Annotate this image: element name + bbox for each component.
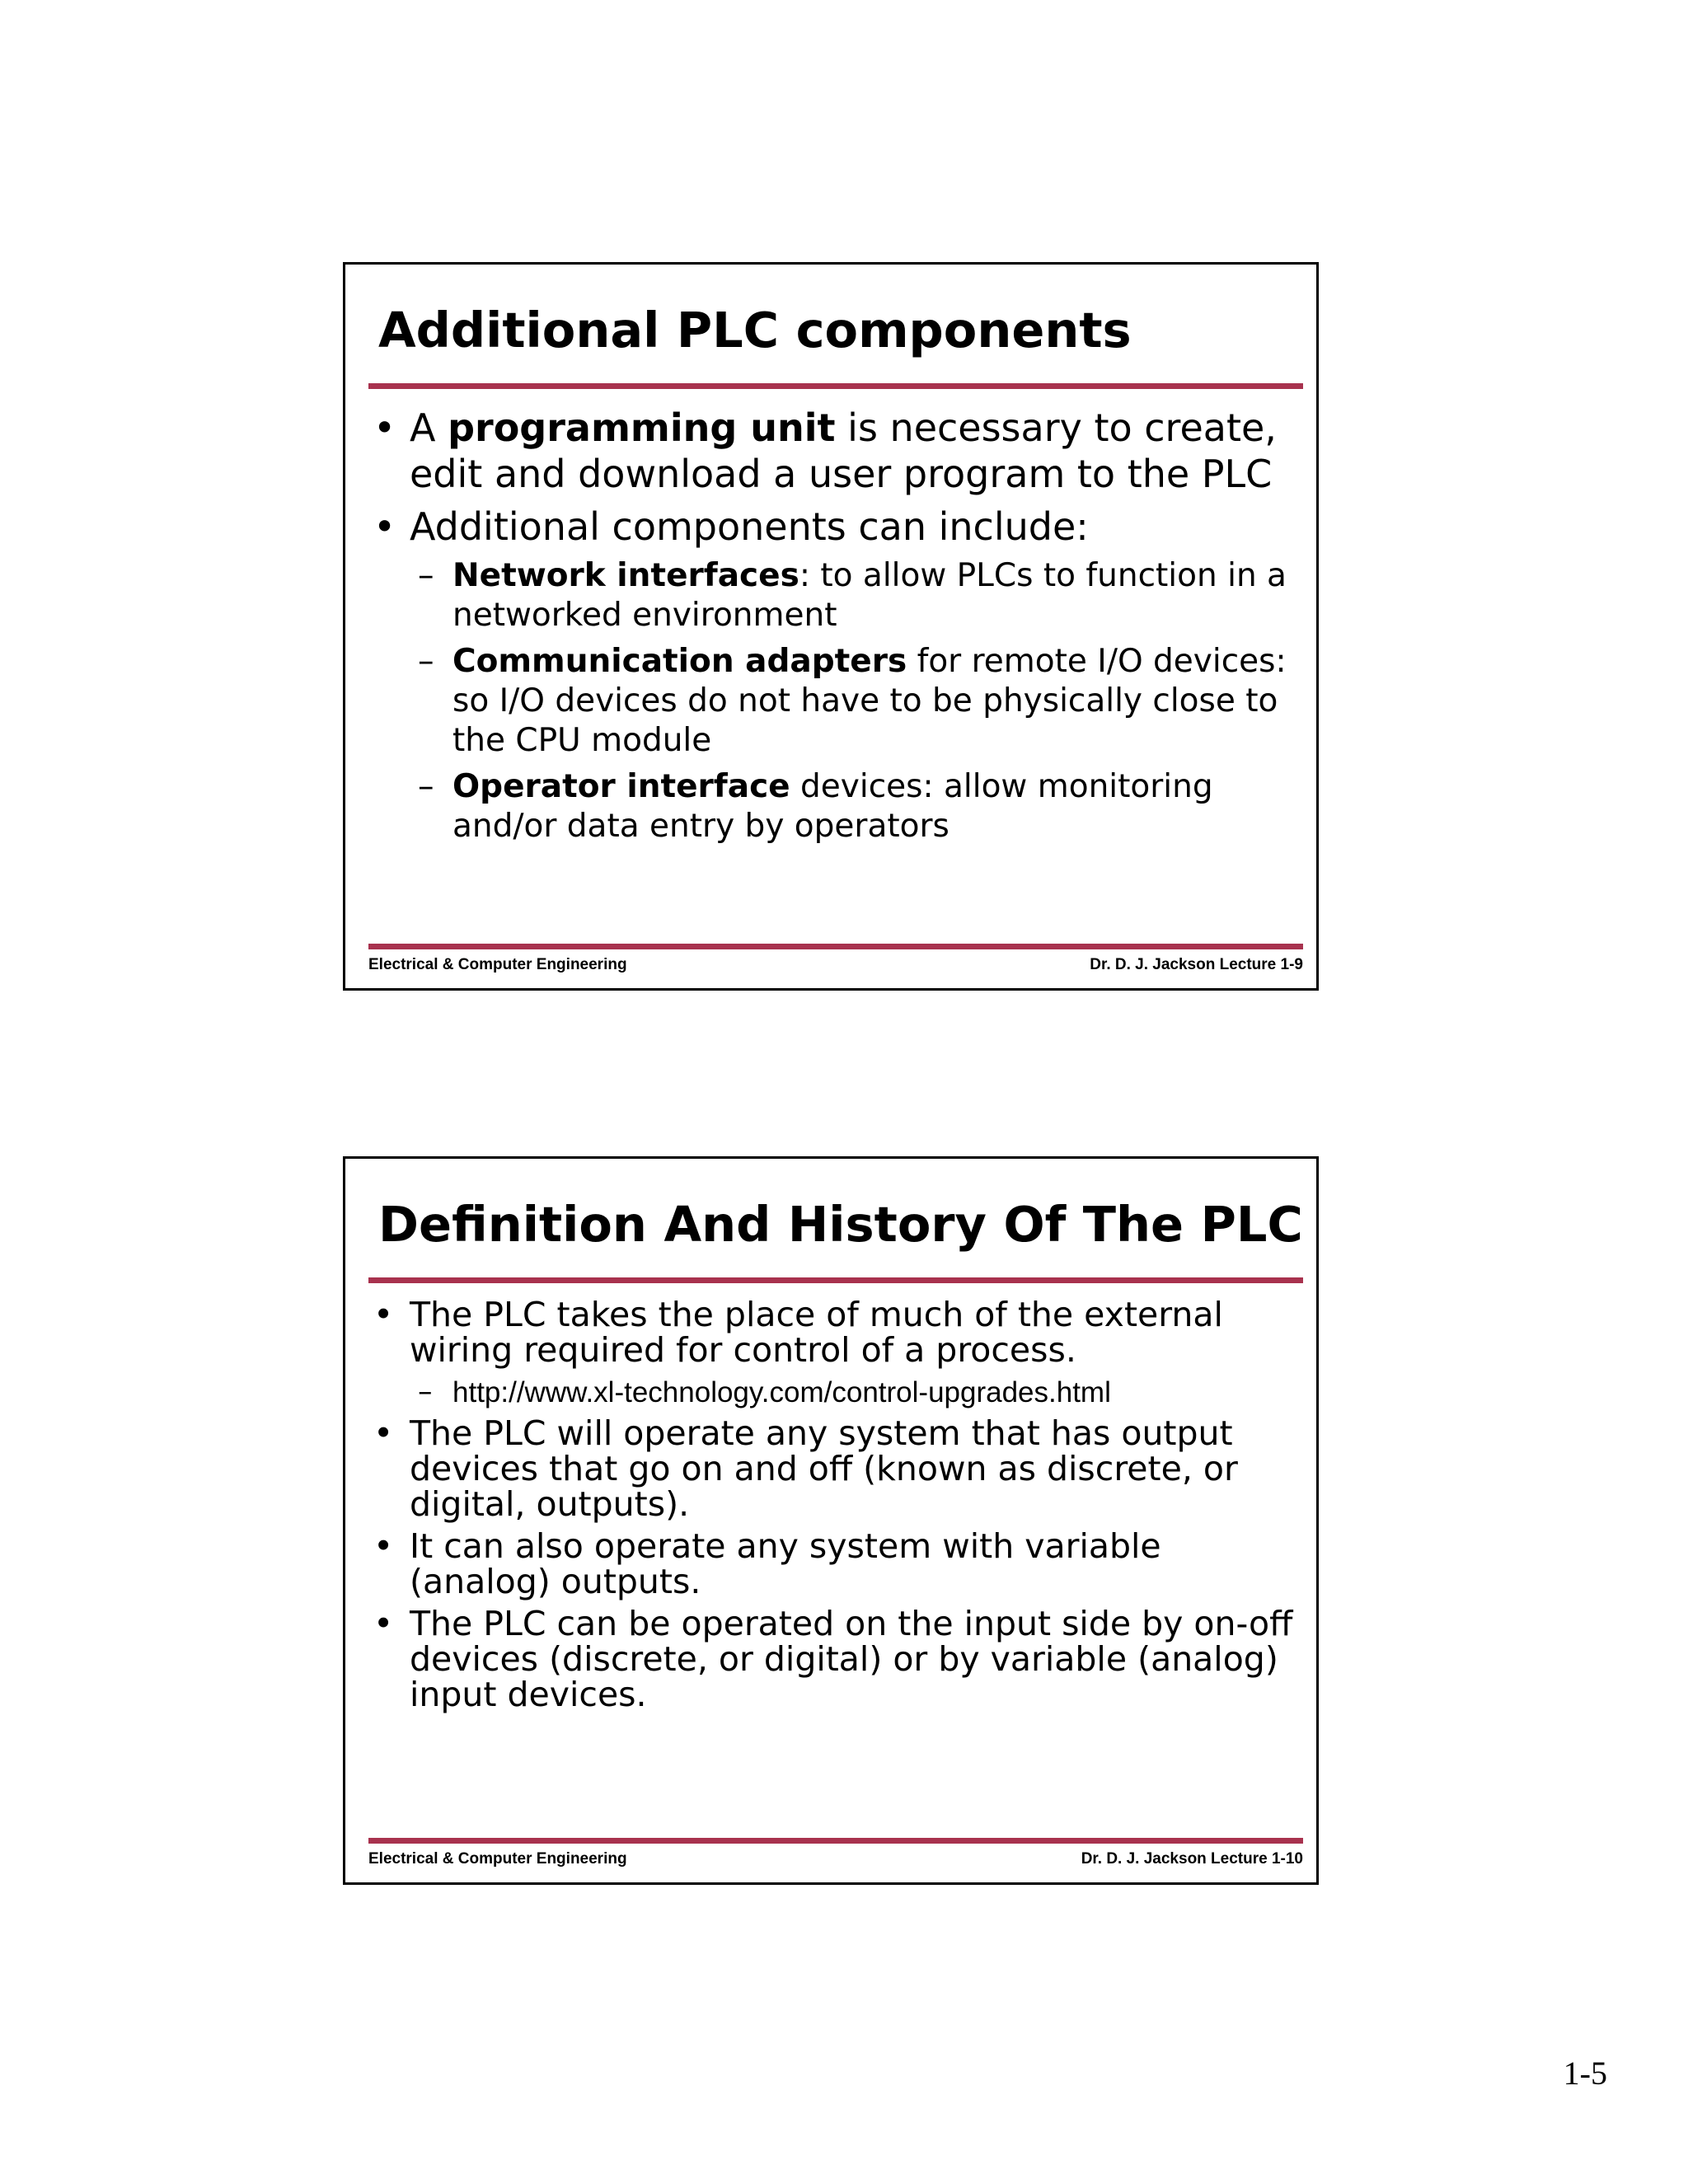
- url-link[interactable]: http://www.xl-technology.com/control-upgrades.html: [452, 1376, 1111, 1408]
- slide-title: Additional PLC components: [378, 302, 1132, 359]
- sub-bullet-marker: –: [418, 643, 434, 680]
- sub-bullet-item: [373, 1375, 1300, 1411]
- bullet-item: [373, 1606, 1300, 1713]
- bullet-marker: •: [373, 1526, 394, 1566]
- sub-bullet-marker: –: [418, 557, 434, 594]
- sub-bullet-bold-term: Network interfaces: [452, 557, 799, 594]
- footer-department: Electrical & Computer Engineering: [368, 956, 627, 973]
- footer-divider: [368, 1838, 1303, 1844]
- bullet-marker: •: [373, 1413, 394, 1453]
- slide-body: [373, 1297, 1300, 1719]
- bullet-item: [373, 405, 1300, 497]
- slide-title: Definition And History Of The PLC: [378, 1196, 1303, 1253]
- sub-bullet-item: [373, 556, 1300, 635]
- bullet-item: [373, 1526, 1300, 1601]
- footer-department: Electrical & Computer Engineering: [368, 1850, 627, 1868]
- bullet-bold-term: programming unit: [448, 405, 836, 450]
- sub-bullet-item: [373, 642, 1300, 761]
- bullet-marker: •: [373, 1295, 394, 1334]
- bullet-text: A: [410, 405, 448, 450]
- bullet-text: The PLC can be operated on the input side by on-off devices (discrete, or digital) or by variable (analog) input devices.: [410, 1604, 1293, 1714]
- bullet-marker: •: [373, 1604, 394, 1643]
- footer-divider: [368, 944, 1303, 949]
- sub-bullet-text: for remote I/O devices: so I/O devices do not have to be physically close to the CPU module: [452, 643, 1287, 759]
- sub-bullet-text: devices: allow monitoring and/or data entry by operators: [452, 768, 1213, 845]
- footer-lecture: Dr. D. J. Jackson Lecture 1-10: [1081, 1850, 1303, 1868]
- sub-bullet-bold-term: Operator interface: [452, 768, 790, 805]
- sub-bullet-item: [373, 767, 1300, 846]
- bullet-item: [373, 1297, 1300, 1368]
- bullet-text: Additional components can include:: [410, 504, 1089, 549]
- bullet-text: The PLC takes the place of much of the external wiring required for control of a process.: [410, 1295, 1223, 1370]
- bullet-text: The PLC will operate any system that has output devices that go on and off (known as discrete, or digital, outputs).: [410, 1413, 1238, 1524]
- bullet-item: [373, 1413, 1300, 1524]
- sub-bullet-marker: –: [418, 1376, 433, 1408]
- slide-lecture-1-10: [343, 1156, 1319, 1885]
- bullet-text: It can also operate any system with variable (analog) outputs.: [410, 1526, 1161, 1601]
- sub-bullet-marker: –: [418, 768, 434, 805]
- sub-bullet-bold-term: Communication adapters: [452, 643, 907, 680]
- bullet-marker: •: [373, 504, 396, 549]
- footer-lecture: Dr. D. J. Jackson Lecture 1-9: [1090, 956, 1303, 973]
- slide-body: [373, 405, 1300, 853]
- bullet-marker: •: [373, 405, 396, 450]
- title-divider: [368, 1277, 1303, 1283]
- page-number: 1-5: [1563, 2055, 1607, 2092]
- slide-lecture-1-9: [343, 262, 1319, 991]
- sub-bullet-text: : to allow PLCs to function in a networked environment: [452, 557, 1287, 634]
- bullet-text: is necessary to create, edit and download a user program to the PLC: [410, 405, 1277, 496]
- bullet-item: [373, 504, 1300, 550]
- title-divider: [368, 383, 1303, 389]
